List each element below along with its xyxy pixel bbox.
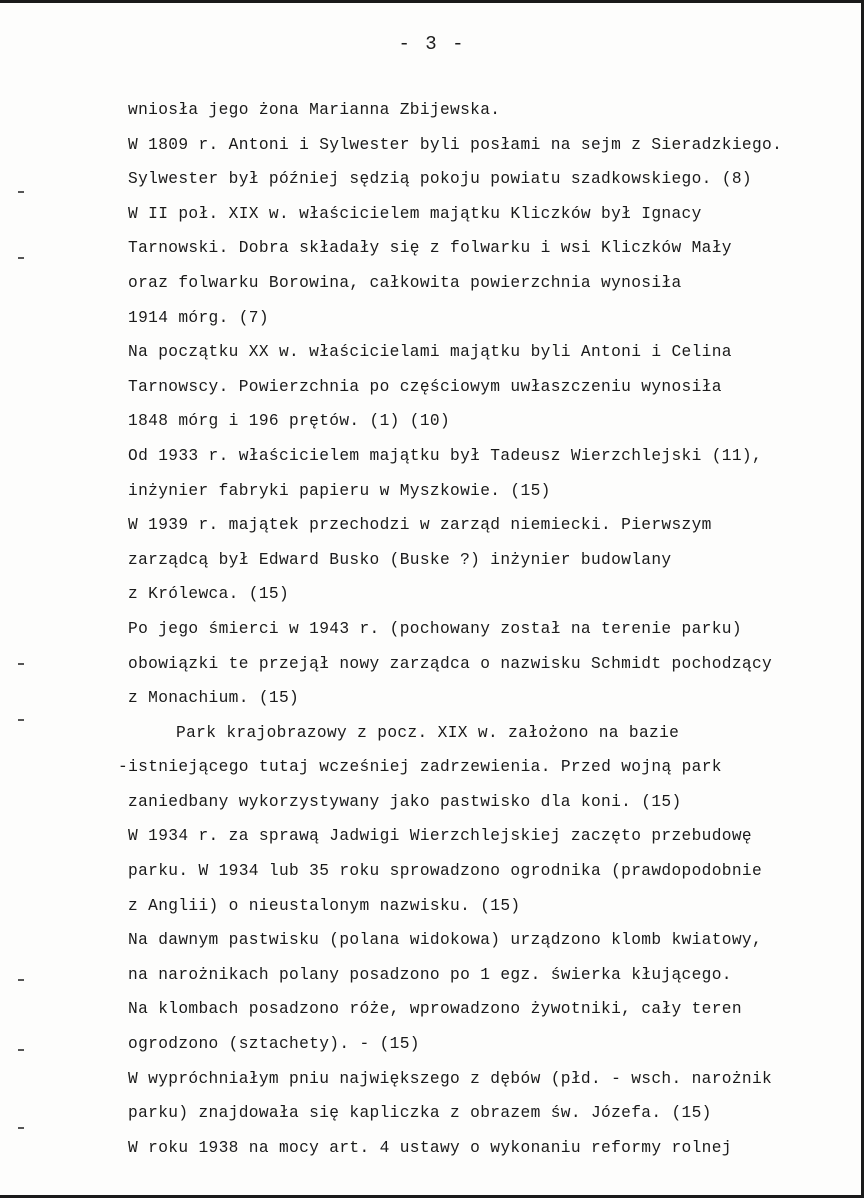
text-line: ogrodzono (sztachety). - (15) bbox=[128, 1035, 420, 1054]
text-line: 1848 mórg i 196 prętów. (1) (10) bbox=[128, 412, 451, 431]
text-line: parku. W 1934 lub 35 roku sprowadzono ogrodnika (prawdopodobnie bbox=[128, 862, 763, 881]
text-line: Park krajobrazowy z pocz. XIX w. założono na bazie bbox=[176, 723, 680, 742]
text-line: wniosła jego żona Marianna Zbijewska. bbox=[128, 101, 501, 119]
body-text bbox=[118, 93, 848, 1165]
text-line: W 1809 r. Antoni i Sylwester byli posłami na sejm z Sieradzkiego. bbox=[128, 135, 783, 154]
text-line: Na początku XX w. właścicielami majątku byli Antoni i Celina bbox=[128, 343, 732, 362]
text-line: 1914 mórg. (7) bbox=[128, 308, 269, 327]
text-line: W 1939 r. majątek przechodzi w zarząd niemiecki. Pierwszym bbox=[128, 516, 712, 535]
text-line: Na dawnym pastwisku (polana widokowa) urządzono klomb kwiatowy, bbox=[128, 931, 763, 950]
margin-mark bbox=[18, 979, 24, 981]
text-line: z Królewca. (15) bbox=[128, 585, 290, 604]
margin-mark bbox=[18, 1049, 24, 1051]
text-line: -istniejącego tutaj wcześniej zadrzewienia. Przed wojną park bbox=[118, 758, 722, 777]
text-line: z Anglii) o nieustalonym nazwisku. (15) bbox=[128, 896, 521, 915]
page-number: - 3 - bbox=[398, 33, 466, 55]
text-line: Tarnowscy. Powierzchnia po częściowym uwłaszczeniu wynosiła bbox=[128, 377, 722, 396]
text-line: W 1934 r. za sprawą Jadwigi Wierzchlejskiej zaczęto przebudowę bbox=[128, 827, 752, 846]
margin-mark bbox=[18, 663, 24, 665]
text-line: obowiązki te przejął nowy zarządca o nazwisku Schmidt pochodzący bbox=[128, 654, 773, 673]
text-line: W roku 1938 na mocy art. 4 ustawy o wykonaniu reformy rolnej bbox=[128, 1138, 732, 1157]
text-line: Na klombach posadzono róże, wprowadzono żywotniki, cały teren bbox=[128, 1000, 742, 1019]
text-line: Po jego śmierci w 1943 r. (pochowany został na terenie parku) bbox=[128, 619, 742, 638]
text-line: oraz folwarku Borowina, całkowita powierzchnia wynosiła bbox=[128, 273, 682, 292]
margin-mark bbox=[18, 257, 24, 259]
margin-mark bbox=[18, 719, 24, 721]
text-line: W II poł. XIX w. właścicielem majątku Kliczków był Ignacy bbox=[128, 204, 702, 223]
margin-mark bbox=[18, 191, 24, 193]
margin-mark bbox=[18, 1127, 24, 1129]
text-line: Tarnowski. Dobra składały się z folwarku i wsi Kliczków Mały bbox=[128, 239, 732, 258]
text-line: zarządcą był Edward Busko (Buske ?) inżynier budowlany bbox=[128, 550, 672, 569]
text-line: z Monachium. (15) bbox=[128, 689, 300, 708]
text-line: Od 1933 r. właścicielem majątku był Tadeusz Wierzchlejski (11), bbox=[128, 446, 763, 465]
text-line: Sylwester był później sędzią pokoju powiatu szadkowskiego. (8) bbox=[128, 170, 752, 189]
text-line: parku) znajdowała się kapliczka z obrazem św. Józefa. (15) bbox=[128, 1104, 712, 1123]
text-line: inżynier fabryki papieru w Myszkowie. (15) bbox=[128, 481, 551, 500]
text-line: zaniedbany wykorzystywany jako pastwisko dla koni. (15) bbox=[128, 792, 682, 811]
text-line: W wypróchniałym pniu największego z dębów (płd. - wsch. narożnik bbox=[128, 1069, 773, 1088]
text-line: na narożnikach polany posadzono po 1 egz. świerka kłującego. bbox=[128, 965, 732, 984]
